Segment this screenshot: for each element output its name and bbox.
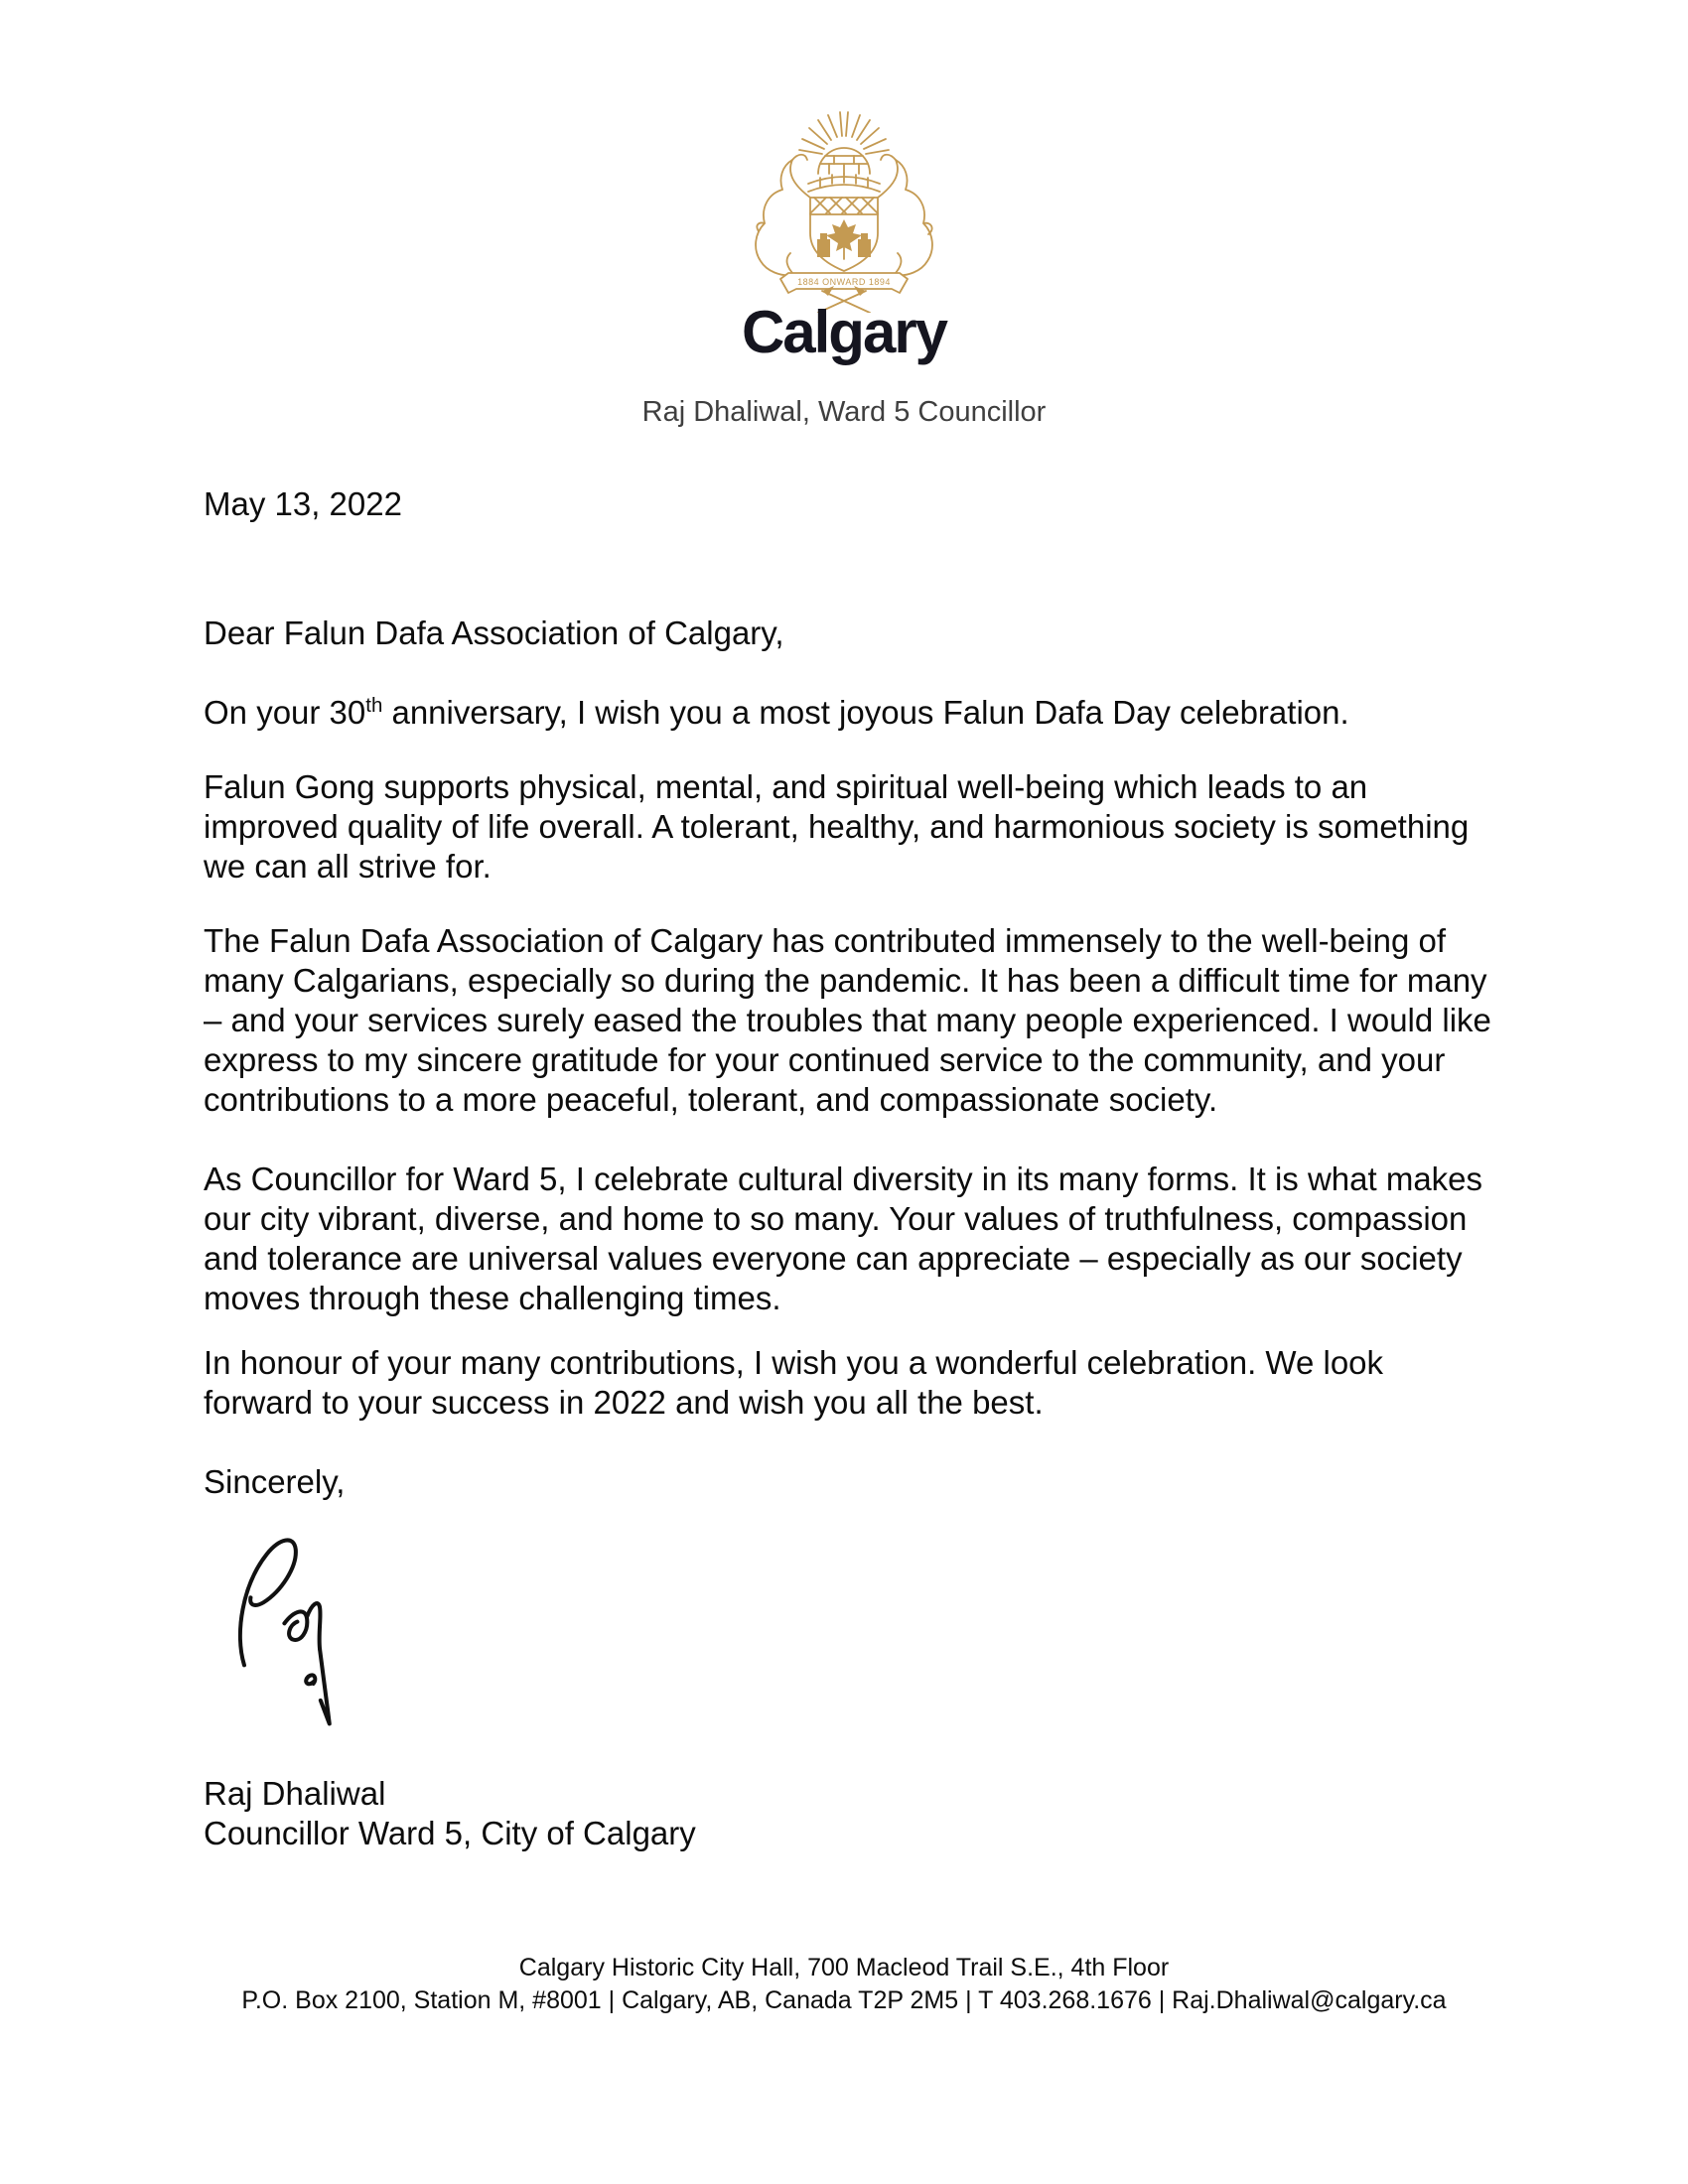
footer [0,1952,1688,2017]
letter-body [204,484,1494,1853]
calgary-crest-icon [725,94,963,313]
paragraph-anniversary-post: anniversary, I wish you a most joyous Falun Dafa Day celebration. [382,694,1349,731]
paragraph-falun-gong: Falun Gong supports physical, mental, and spiritual well-being which leads to an improved quality of life overall. A tolerant, healthy, and harmonious society is something we can all strive for. [204,768,1470,885]
crest-banner [780,273,908,293]
paragraph-diversity: As Councillor for Ward 5, I celebrate cultural diversity in its many forms. It is what makes our city vibrant, diverse, and home to so many. Your values of truthfulness, compassion and tolerance are universal values everyone can appreciate – especially as our society moves through these challenging times. [204,1160,1483,1316]
signer-name: Raj Dhaliwal [204,1775,386,1812]
crest-horse-supporter [756,155,810,276]
crest-bull-supporter [878,155,932,276]
closing: Sincerely, [204,1463,346,1500]
crest-banner-text: 1884 ONWARD 1894 [797,277,891,287]
crest-sun-dome [818,148,870,174]
paragraph-association: The Falun Dafa Association of Calgary has contributed immensely to the well-being of many Calgarians, especially so during the pandemic. It has been a difficult time for many – and your services surely eased the troubles that many people experienced. I would like express to my sincere gratitude for your continued service to the community, and your contributions to a more peaceful, tolerant, and compassionate society. [204,922,1491,1118]
crest-building-right [858,239,871,257]
ordinal-suffix: th [365,694,383,717]
paragraph-honour: In honour of your many contributions, I wish you a wonderful celebration. We look forward to your success in 2022 and wish you all the best. [204,1344,1384,1421]
paragraph-anniversary-pre: On your 30 [204,694,366,731]
signature-image [231,1514,400,1760]
crest-crown [808,174,880,192]
salutation: Dear Falun Dafa Association of Calgary, [204,614,784,651]
footer-line-2: P.O. Box 2100, Station M, #8001 | Calgary, AB, Canada T2P 2M5 | T 403.268.1676 | Raj.Dhaliwal@calgary.ca [241,1986,1447,2014]
calgary-wordmark: Calgary [741,299,947,365]
letterhead [0,94,1688,429]
footer-line-1: Calgary Historic City Hall, 700 Macleod Trail S.E., 4th Floor [518,1954,1170,1981]
crest-shield [810,198,878,271]
councillor-subtitle: Raj Dhaliwal, Ward 5 Councillor [641,396,1047,428]
signer-block [204,1774,1494,1853]
crest-building-left [817,239,830,257]
signer-title: Councillor Ward 5, City of Calgary [204,1815,696,1851]
paragraph-anniversary [204,693,1494,733]
date-line: May 13, 2022 [204,485,402,522]
